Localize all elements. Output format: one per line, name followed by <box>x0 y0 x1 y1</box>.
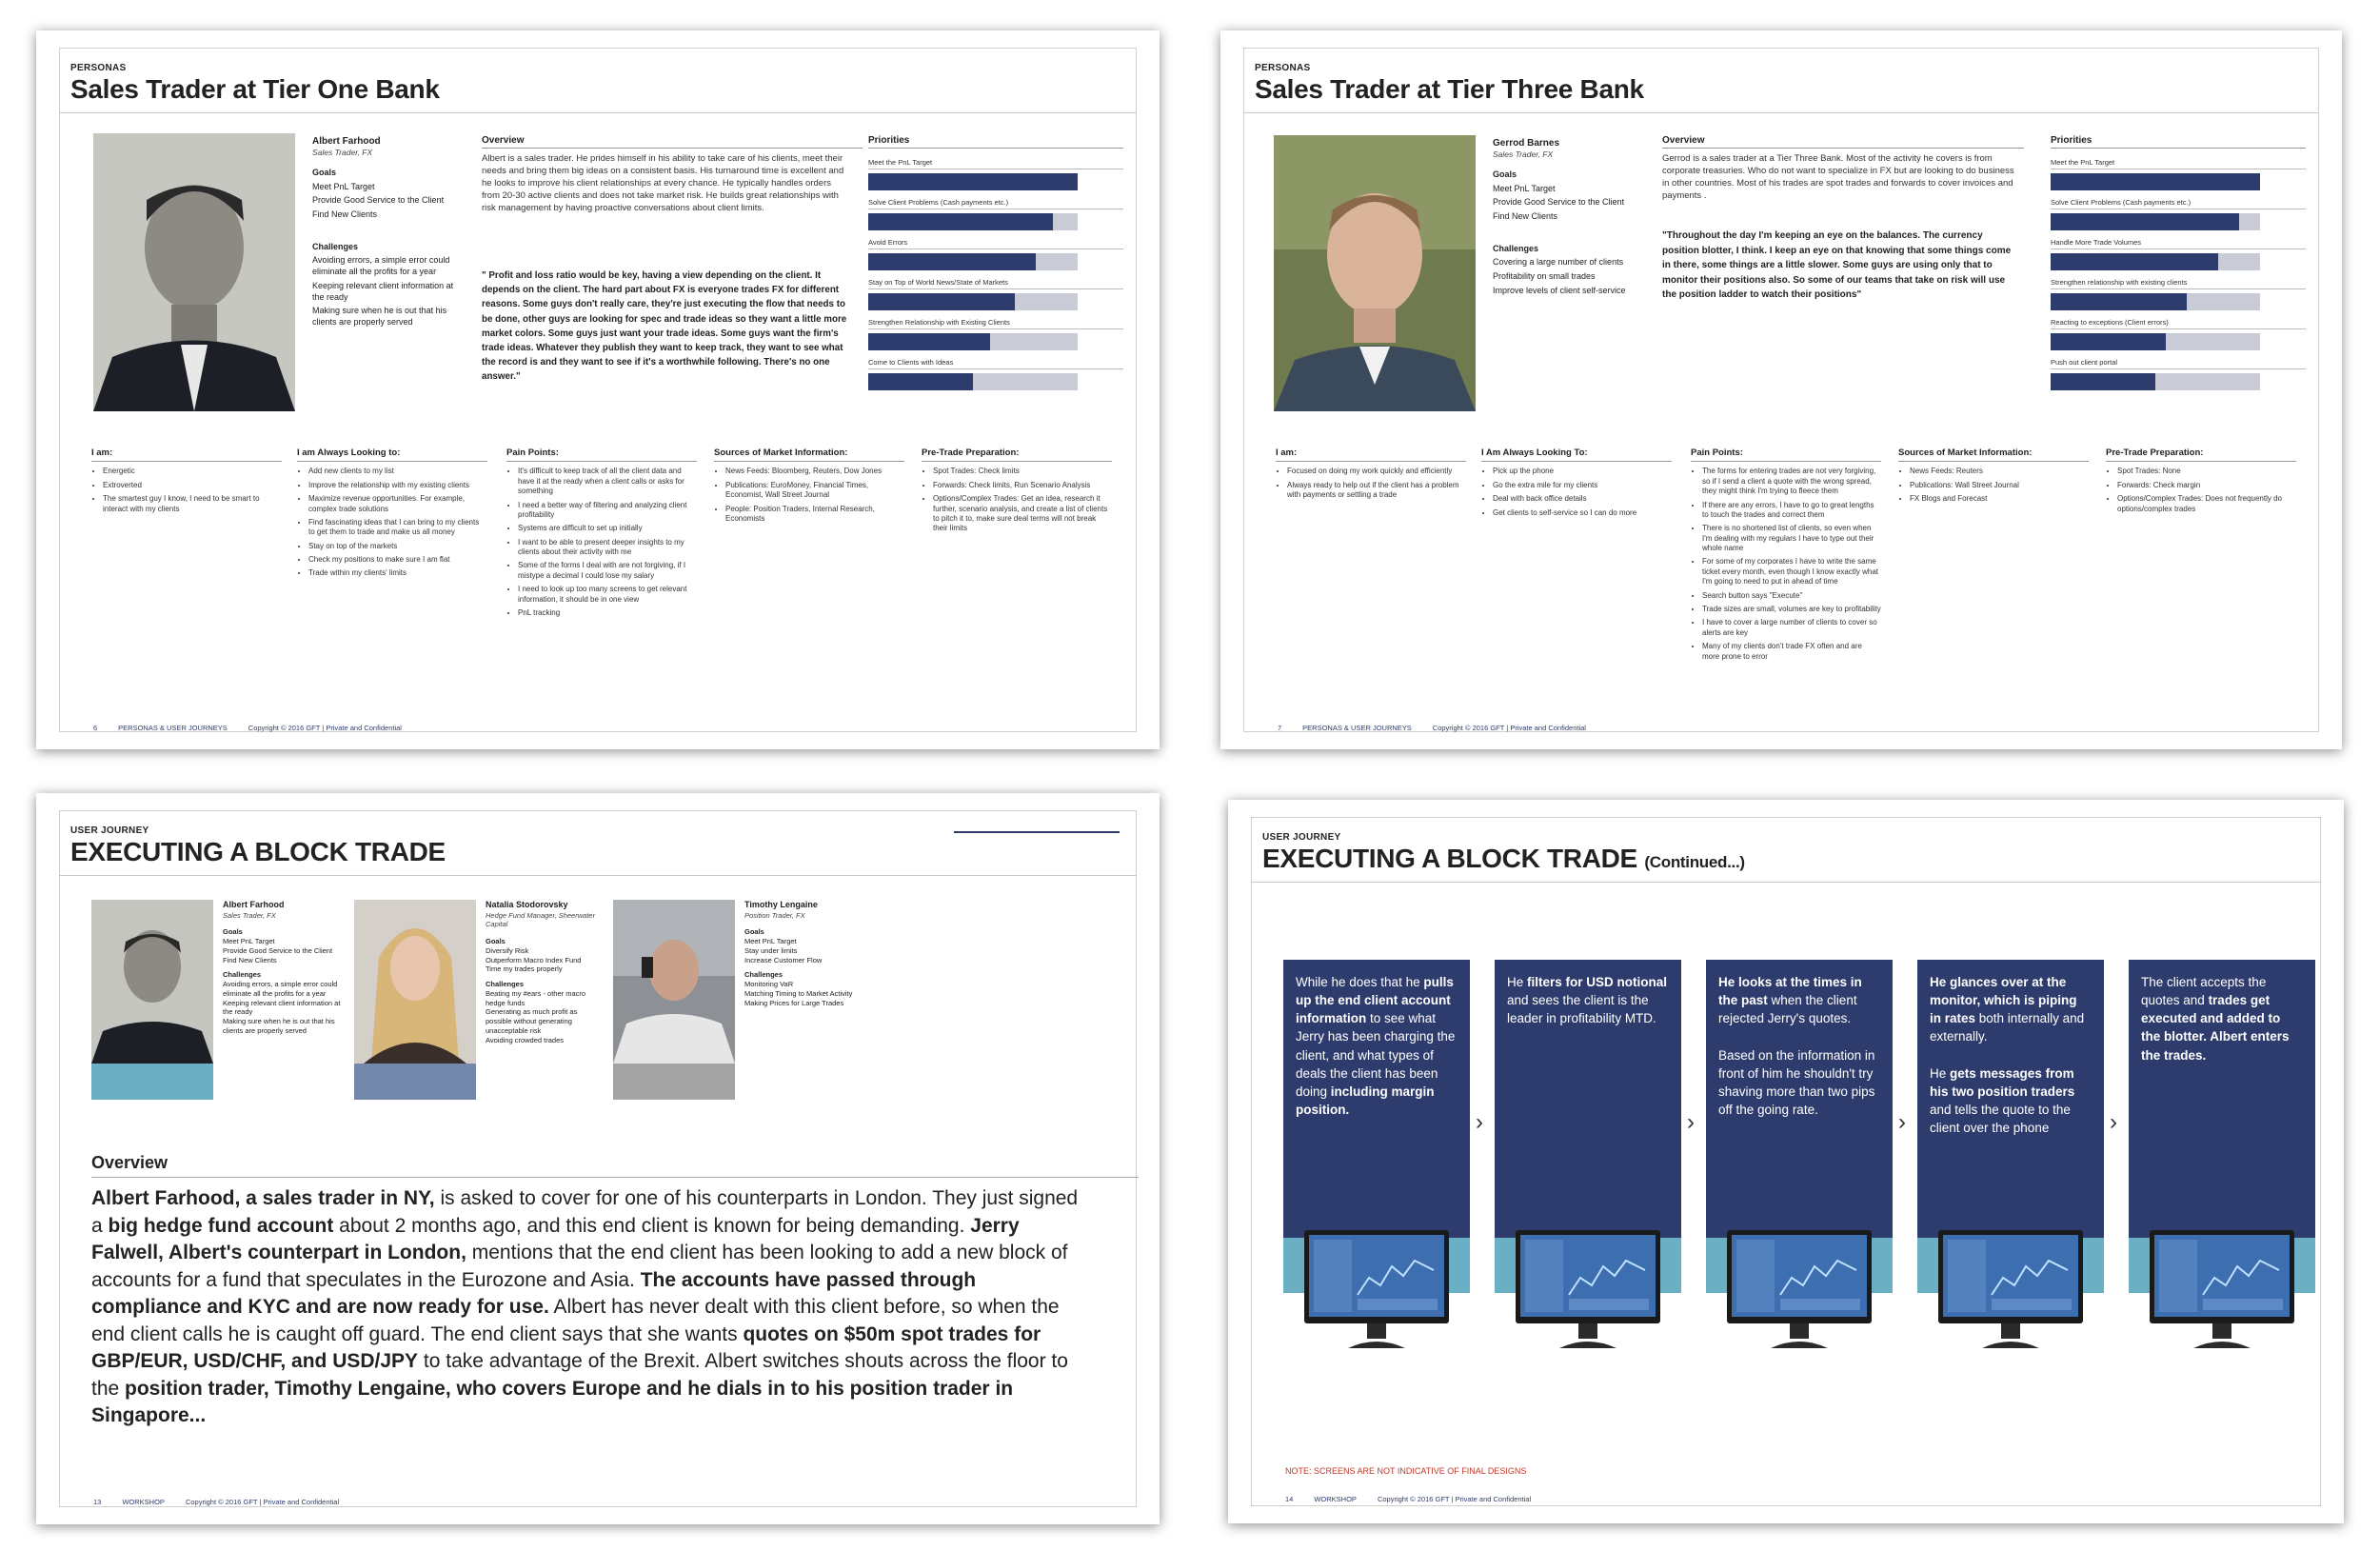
column-item: • Trade sizes are small, volumes are key to profitability <box>1702 605 1881 614</box>
priority-row <box>868 198 1123 230</box>
column-list <box>922 467 1112 533</box>
info-column <box>506 447 697 622</box>
column-list <box>1691 467 1881 662</box>
challenge-item: Avoiding errors, a simple error could eliminate all the profits for a year <box>223 980 338 998</box>
persona-photo <box>91 900 213 1064</box>
overview-text <box>91 1185 1081 1430</box>
column-item: • The smartest guy I know, I need to be smart to interact with my clients <box>103 494 282 514</box>
challenge-item: Keeping relevant client information at the ready <box>312 280 454 302</box>
challenge-item: Improve levels of client self-service <box>1493 285 1626 295</box>
column-item: • Many of my clients don't trade FX often and are more prone to error <box>1702 642 1881 662</box>
user-journey-continued-slide <box>1228 800 2344 1523</box>
goal-item: Meet PnL Target <box>223 937 275 946</box>
overview-segment: Albert has never dealt with this client before, so when the end client calls he is caught off guard. The end client says that she wants <box>91 1296 1060 1345</box>
column-item: • Always ready to help out if the client has a problem with payments or settling a trade <box>1287 481 1466 501</box>
column-heading: Sources of Market Information: <box>714 447 904 462</box>
column-list <box>91 467 282 514</box>
priority-bar <box>868 293 1015 310</box>
column-item: • Go the extra mile for my clients <box>1493 481 1672 490</box>
persona-mini-bio <box>744 900 863 1007</box>
column-item: • PnL tracking <box>518 608 697 618</box>
priority-label: Reacting to exceptions (Client errors) <box>2051 318 2306 329</box>
slide-kicker: USER JOURNEY <box>70 825 149 836</box>
page-number: 6 <box>93 724 98 732</box>
persona-role: Sales Trader, FX <box>1493 149 1554 159</box>
priority-label: Handle More Trade Volumes <box>2051 238 2306 249</box>
persona-role: Sales Trader, FX <box>312 148 373 157</box>
column-heading: Pain Points: <box>1691 447 1881 462</box>
chevron-right-icon: › <box>1687 1109 1695 1135</box>
priorities-chart <box>868 158 1123 398</box>
step-segment: including margin position. <box>1296 1084 1435 1118</box>
persona-slide-tier-three <box>1220 30 2342 749</box>
goal-item: Provide Good Service to the Client <box>1493 197 1625 208</box>
section-name: WORKSHOP <box>1314 1495 1357 1503</box>
step-text <box>1718 973 1880 1119</box>
priority-track <box>2051 173 2260 190</box>
info-column <box>1898 447 2089 508</box>
priority-track <box>868 213 1078 230</box>
slide-kicker: USER JOURNEY <box>1262 832 1341 843</box>
slide-footer <box>1285 1495 1552 1503</box>
overview-heading: Overview <box>482 135 863 149</box>
goal-item: Diversify Risk <box>486 945 529 955</box>
goals-heading: Goals <box>223 927 243 937</box>
overview-segment: big hedge fund account <box>108 1214 334 1237</box>
priority-row <box>868 358 1123 390</box>
persona-role: Hedge Fund Manager, Sheerwater Capital <box>486 910 596 929</box>
priority-row <box>2051 358 2306 390</box>
priority-bar <box>868 173 1078 190</box>
priorities-heading: Priorities <box>868 135 1123 149</box>
info-column <box>297 447 487 583</box>
section-name: WORKSHOP <box>122 1498 165 1506</box>
column-item: • Energetic <box>103 467 282 476</box>
section-name: PERSONAS & USER JOURNEYS <box>1302 724 1412 732</box>
persona-quote: " Profit and loss ratio would be key, having a view depending on the client. It depends on the client. The hard part about FX is everyone trades FX for different reasons. Some guys don't really care, they're just executing the flow that needs to be done, other guys are looking for spec and trade ideas so they want a little more market colors. Some guys just want your trade ideas. Some guys want the firm's trade ideas. Whatever they publish they want to keep track, they want to see what the record is and they want to see if it's a worthwhile following. There's no one answer." <box>482 270 847 383</box>
copyright: Copyright © 2016 GFT | Private and Confidential <box>1377 1495 1532 1503</box>
column-item: • Forwards: Check margin <box>2117 481 2296 490</box>
priority-track <box>868 173 1078 190</box>
step-segment: trades get executed and added to the blotter. Albert enters the trades. <box>2141 993 2290 1063</box>
priority-label: Meet the PnL Target <box>2051 158 2306 169</box>
column-heading: I am: <box>1276 447 1466 462</box>
persona-photo <box>93 133 295 411</box>
priority-track <box>868 253 1078 270</box>
priority-bar <box>868 253 1036 270</box>
column-list <box>1481 467 1672 518</box>
chevron-right-icon: › <box>1476 1109 1483 1135</box>
title-main: EXECUTING A BLOCK TRADE <box>1262 844 1637 873</box>
section-name: PERSONAS & USER JOURNEYS <box>118 724 228 732</box>
priority-track <box>2051 333 2260 350</box>
step-segment: He <box>1507 975 1528 989</box>
slide-footer <box>93 724 423 732</box>
priority-bar <box>868 213 1053 230</box>
slide-title: EXECUTING A BLOCK TRADE <box>70 837 446 866</box>
column-item: • I need to look up too many screens to get relevant information, it should be in one view <box>518 585 697 605</box>
column-item: • Search button says "Execute" <box>1702 591 1881 601</box>
monitor-screenshot <box>1300 1228 1453 1357</box>
priority-row <box>868 318 1123 350</box>
persona-photo <box>1274 135 1476 411</box>
column-list <box>1898 467 2089 504</box>
step-text <box>1296 973 1458 1119</box>
persona-mini-bio <box>223 900 342 1036</box>
priority-row <box>2051 278 2306 310</box>
column-item: • Forwards: Check limits, Run Scenario Analysis <box>933 481 1112 490</box>
column-item: • Systems are difficult to set up initially <box>518 524 697 533</box>
priority-bar <box>2051 373 2155 390</box>
column-item: • The forms for entering trades are not very forgiving, so if I send a client a quote with the wrong spread, they might think I'm trying to fleece them <box>1702 467 1881 496</box>
info-column <box>2106 447 2296 518</box>
slide-footer <box>93 1498 360 1506</box>
column-item: • News Feeds: Bloomberg, Reuters, Dow Jones <box>725 467 904 476</box>
persona-slide-tier-one <box>36 30 1160 749</box>
accent-line <box>954 831 1120 833</box>
persona-quote: "Throughout the day I'm keeping an eye on the balances. The currency position blotter, I think. I keep an eye on that knowing that some things come in there, some things are a little slower. Some guys are using only that to monitor their positions also. So some of our teams that take on risk will use the position ladder to watch their positions" <box>1662 230 2012 300</box>
challenge-item: Making Prices for Large Trades <box>744 998 844 1007</box>
persona-bio <box>1493 137 1636 297</box>
challenges-heading: Challenges <box>744 970 783 980</box>
column-item: • Improve the relationship with my existing clients <box>308 481 487 490</box>
overview-segment: about 2 months ago, and this end client is known for being demanding. <box>333 1214 971 1237</box>
priority-label: Solve Client Problems (Cash payments etc.) <box>868 198 1123 209</box>
step-segment: The client accepts the quotes and <box>2141 975 2267 1008</box>
priorities-heading: Priorities <box>2051 135 2306 149</box>
challenges-heading: Challenges <box>1493 243 1539 253</box>
goals-heading: Goals <box>486 937 506 946</box>
column-item: • There is no shortened list of clients, so even when I'm dealing with my regulars I have to type out their whole name <box>1702 524 1881 553</box>
column-item: • Get clients to self-service so I can do more <box>1493 508 1672 518</box>
priority-track <box>868 333 1078 350</box>
priority-track <box>2051 253 2260 270</box>
user-journey-slide <box>36 793 1160 1524</box>
slide-kicker: PERSONAS <box>1255 63 1311 73</box>
overview-heading: Overview <box>91 1153 1139 1178</box>
column-item: • FX Blogs and Forecast <box>1910 494 2089 504</box>
overview-segment: quotes on $50m spot trades for GBP/EUR, USD/CHF, and USD/JPY <box>91 1322 1041 1373</box>
priority-bar <box>2051 293 2187 310</box>
goal-item: Meet PnL Target <box>1493 183 1556 193</box>
slide-kicker: PERSONAS <box>70 63 127 73</box>
column-item: • News Feeds: Reuters <box>1910 467 2089 476</box>
goal-item: Stay under limits <box>744 945 798 955</box>
persona-name: Gerrod Barnes <box>1493 138 1560 149</box>
divider <box>59 112 1137 113</box>
priority-label: Push out client portal <box>2051 358 2306 369</box>
column-list <box>2106 467 2296 514</box>
column-item: • Find fascinating ideas that I can bring to my clients to get them to trade and make us all money <box>308 518 487 538</box>
challenge-item: Covering a large number of clients <box>1493 257 1624 268</box>
goal-item: Provide Good Service to the Client <box>312 195 445 206</box>
challenges-heading: Challenges <box>312 241 359 251</box>
step-segment: and tells the quote to the client over the phone <box>1930 1103 2071 1136</box>
column-item: • Publications: EuroMoney, Financial Times, Economist, Wall Street Journal <box>725 481 904 501</box>
copyright: Copyright © 2016 GFT | Private and Confidential <box>185 1498 340 1506</box>
challenge-item: Matching Timing to Market Activity <box>744 988 853 998</box>
persona-name: Albert Farhood <box>312 136 381 147</box>
page-number: 7 <box>1278 724 1282 732</box>
step-text <box>1930 973 2092 1137</box>
copyright: Copyright © 2016 GFT | Private and Confidential <box>248 724 402 732</box>
column-heading: I am: <box>91 447 282 462</box>
goal-item: Provide Good Service to the Client <box>223 945 333 955</box>
slide-title: Sales Trader at Tier Three Bank <box>1255 74 1644 104</box>
column-item: • I need a better way of filtering and analyzing client profitability <box>518 501 697 521</box>
priority-track <box>868 293 1078 310</box>
info-column <box>1481 447 1672 522</box>
step-segment: He looks at the times in the past <box>1718 975 1862 1008</box>
step-segment: While he does that he <box>1296 975 1424 989</box>
step-segment: and sees the client is the leader in profitability MTD. <box>1507 993 1656 1026</box>
divider <box>1243 112 2319 113</box>
persona-name: Timothy Lengaine <box>744 900 818 909</box>
info-column <box>91 447 282 518</box>
priorities-chart <box>2051 158 2306 398</box>
column-item: • Spot Trades: Check limits <box>933 467 1112 476</box>
page-number: 14 <box>1285 1495 1294 1503</box>
step-segment: pulls up the end client account information <box>1296 975 1454 1026</box>
column-item: • Extroverted <box>103 481 282 490</box>
priority-label: Avoid Errors <box>868 238 1123 249</box>
column-heading: Pre-Trade Preparation: <box>2106 447 2296 462</box>
column-heading: Pain Points: <box>506 447 697 462</box>
persona-photo <box>613 900 735 1064</box>
overview-segment: mentions that the end client has been looking to add a new block of accounts for a fund that speculates in the Eurozone and Asia. <box>91 1242 1068 1291</box>
priority-track <box>868 373 1078 390</box>
challenge-item: Beating my #ears - other macro hedge funds <box>486 988 586 1007</box>
chevron-right-icon: › <box>2110 1109 2117 1135</box>
challenge-item: Making sure when he is out that his clients are properly served <box>312 306 447 327</box>
slide-title: Sales Trader at Tier One Bank <box>70 74 440 104</box>
overview-segment: Albert Farhood, a sales trader in NY, <box>91 1187 435 1209</box>
slide-title <box>1262 844 1745 874</box>
goals-heading: Goals <box>744 927 764 937</box>
page-number: 13 <box>93 1498 102 1506</box>
info-column <box>1691 447 1881 666</box>
priority-bar <box>2051 173 2260 190</box>
goal-item: Find New Clients <box>312 209 378 220</box>
column-list <box>1276 467 1466 500</box>
info-column <box>922 447 1112 538</box>
challenge-item: Profitability on small trades <box>1493 271 1596 282</box>
goal-item: Increase Customer Flow <box>744 955 823 964</box>
overview-text: Gerrod is a sales trader at a Tier Three Bank. Most of the activity he covers is from corporate treasuries. Who do not want to specialize in FX but are looking to do business in other countries. Most of his trades are spot trades and forwards to cover invoices and payments . <box>1662 153 2014 202</box>
priority-bar <box>2051 213 2239 230</box>
persona-color-band <box>354 1064 476 1100</box>
monitor-screenshot <box>2146 1228 2298 1357</box>
column-heading: Pre-Trade Preparation: <box>922 447 1112 462</box>
info-column <box>714 447 904 527</box>
goals-heading: Goals <box>1493 169 1517 180</box>
persona-bio <box>312 135 455 328</box>
column-heading: Sources of Market Information: <box>1898 447 2089 462</box>
info-column <box>1276 447 1466 505</box>
challenge-item: Generating as much profit as possible without generating unacceptable risk <box>486 1007 578 1035</box>
priority-track <box>2051 373 2260 390</box>
priority-row <box>2051 158 2306 190</box>
column-item: • Check my positions to make sure I am flat <box>308 555 487 565</box>
priority-label: Come to Clients with Ideas <box>868 358 1123 369</box>
column-item: • Spot Trades: None <box>2117 467 2296 476</box>
priority-track <box>2051 293 2260 310</box>
priority-bar <box>2051 333 2166 350</box>
monitor-screenshot <box>1512 1228 1664 1357</box>
overview-heading: Overview <box>1662 135 2024 149</box>
step-segment: both internally and externally. He <box>1930 1011 2085 1081</box>
priority-label: Strengthen relationship with existing clients <box>2051 278 2306 289</box>
column-item: • Focused on doing my work quickly and efficiently <box>1287 467 1466 476</box>
priority-row <box>2051 198 2306 230</box>
challenge-item: Keeping relevant client information at the ready <box>223 998 341 1017</box>
overview-segment: The accounts have passed through compliance and KYC and are now ready for use. <box>91 1268 977 1319</box>
challenge-item: Making sure when he is out that his clients are properly served <box>223 1017 335 1035</box>
persona-photo <box>354 900 476 1064</box>
goal-item: Time my trades properly <box>486 964 563 974</box>
column-item: • Pick up the phone <box>1493 467 1672 476</box>
persona-name: Albert Farhood <box>223 900 285 909</box>
goal-item: Outperform Macro Index Fund <box>486 955 582 964</box>
column-item: • For some of my corporates I have to write the same ticket every month, even though I know exactly what I'm going to need to put in ahead of time <box>1702 557 1881 587</box>
persona-mini-bio <box>486 900 605 1044</box>
column-item: • If there are any errors, I have to go to great lengths to touch the trades and correct them <box>1702 501 1881 521</box>
overview-segment: position trader, Timothy Lengaine, who covers Europe and he dials in to his position trader in Singapore... <box>91 1377 1014 1427</box>
column-item: • I want to be able to present deeper insights to my clients about their activity with me <box>518 538 697 558</box>
priority-row <box>2051 238 2306 270</box>
overview-segment: to take advantage of the Brexit. Albert switches shouts across the floor to the <box>91 1350 1068 1400</box>
column-item: • Options/Complex Trades: Does not frequently do options/complex trades <box>2117 494 2296 514</box>
slide-footer <box>1278 724 1607 732</box>
column-list <box>297 467 487 579</box>
goal-item: Meet PnL Target <box>744 937 797 946</box>
challenges-heading: Challenges <box>486 980 525 989</box>
title-continued: (Continued...) <box>1644 853 1745 871</box>
challenge-item: Avoiding crowded trades <box>486 1035 564 1044</box>
column-item: • It's difficult to keep track of all the client data and have it at the ready when a client calls or asks for something <box>518 467 697 496</box>
challenges-heading: Challenges <box>223 970 262 980</box>
priority-bar <box>2051 253 2218 270</box>
goal-item: Find New Clients <box>1493 211 1558 222</box>
divider <box>59 875 1137 876</box>
column-list <box>714 467 904 524</box>
challenge-item: Avoiding errors, a simple error could eliminate all the profits for a year <box>312 255 450 277</box>
column-item: • Deal with back office details <box>1493 494 1672 504</box>
priority-bar <box>868 333 990 350</box>
persona-role: Position Trader, FX <box>744 910 805 920</box>
priority-label: Stay on Top of World News/State of Markets <box>868 278 1123 289</box>
step-text <box>1507 973 1669 1027</box>
column-item: • I have to cover a large number of clients to cover so alerts are key <box>1702 618 1881 638</box>
priority-track <box>2051 213 2260 230</box>
step-segment: to see what Jerry has been charging the client, and what types of deals the client has been doing <box>1296 1011 1456 1099</box>
column-heading: I Am Always Looking To: <box>1481 447 1672 462</box>
persona-role: Sales Trader, FX <box>223 910 276 920</box>
goals-heading: Goals <box>312 168 337 178</box>
goal-item: Meet PnL Target <box>312 181 375 191</box>
overview-segment: is asked to cover for one of his counterparts in London. They just signed a <box>91 1187 1079 1237</box>
column-item: • People: Position Traders, Internal Research, Economists <box>725 505 904 525</box>
design-note: NOTE: SCREENS ARE NOT INDICATIVE OF FINAL DESIGNS <box>1285 1466 1527 1476</box>
persona-color-band <box>613 1064 735 1100</box>
monitor-screenshot <box>1934 1228 2087 1357</box>
overview-segment: Jerry Falwell, Albert's counterpart in London, <box>91 1214 1020 1264</box>
persona-name: Natalia Stodorovsky <box>486 900 568 909</box>
overview-text: Albert is a sales trader. He prides himself in his ability to take care of his clients, meet their needs and bring them big ideas on a consistent basis. His turnaround time is excellent and he looks to improve his client relationships at every chance. He typically handles orders from 20-30 active clients and does not take market risk. He builds great relationships with risk management by having proactive conversations about client limits. <box>482 153 844 214</box>
step-segment: when the client rejected Jerry's quotes. Based on the information in front of him he shouldn't try shaving more than two pips off the going rate. <box>1718 993 1875 1118</box>
copyright: Copyright © 2016 GFT | Private and Confidential <box>1432 724 1586 732</box>
column-item: • Publications: Wall Street Journal <box>1910 481 2089 490</box>
step-text <box>2141 973 2303 1064</box>
column-item: • Trade within my clients' limits <box>308 568 487 578</box>
priority-label: Meet the PnL Target <box>868 158 1123 169</box>
divider <box>1251 882 2321 883</box>
column-list <box>506 467 697 618</box>
column-heading: I am Always Looking to: <box>297 447 487 462</box>
step-segment: gets messages from his two position traders <box>1930 1065 2075 1099</box>
column-item: • Some of the forms I deal with are not forgiving, if I mistype a decimal I could lose my salary <box>518 561 697 581</box>
persona-color-band <box>91 1064 213 1100</box>
step-segment: filters for USD notional <box>1527 975 1668 989</box>
priority-row <box>868 238 1123 270</box>
priority-label: Solve Client Problems (Cash payments etc.) <box>2051 198 2306 209</box>
priority-row <box>868 278 1123 310</box>
column-item: • Add new clients to my list <box>308 467 487 476</box>
column-item: • Maximize revenue opportunities. For example, complex trade solutions <box>308 494 487 514</box>
column-item: • Options/Complex Trades: Get an idea, research it further, scenario analysis, and create a list of clients to pitch it to, make sure deal terms will not break their limits <box>933 494 1112 534</box>
column-item: • Stay on top of the markets <box>308 542 487 551</box>
goal-item: Find New Clients <box>223 955 277 964</box>
chevron-right-icon: › <box>1898 1109 1906 1135</box>
priority-bar <box>868 373 973 390</box>
step-segment: He glances over at the monitor, which is piping in rates <box>1930 975 2077 1026</box>
challenge-item: Monitoring VaR <box>744 980 794 989</box>
priority-row <box>868 158 1123 190</box>
priority-row <box>2051 318 2306 350</box>
priority-label: Strengthen Relationship with Existing Clients <box>868 318 1123 329</box>
monitor-screenshot <box>1723 1228 1875 1357</box>
